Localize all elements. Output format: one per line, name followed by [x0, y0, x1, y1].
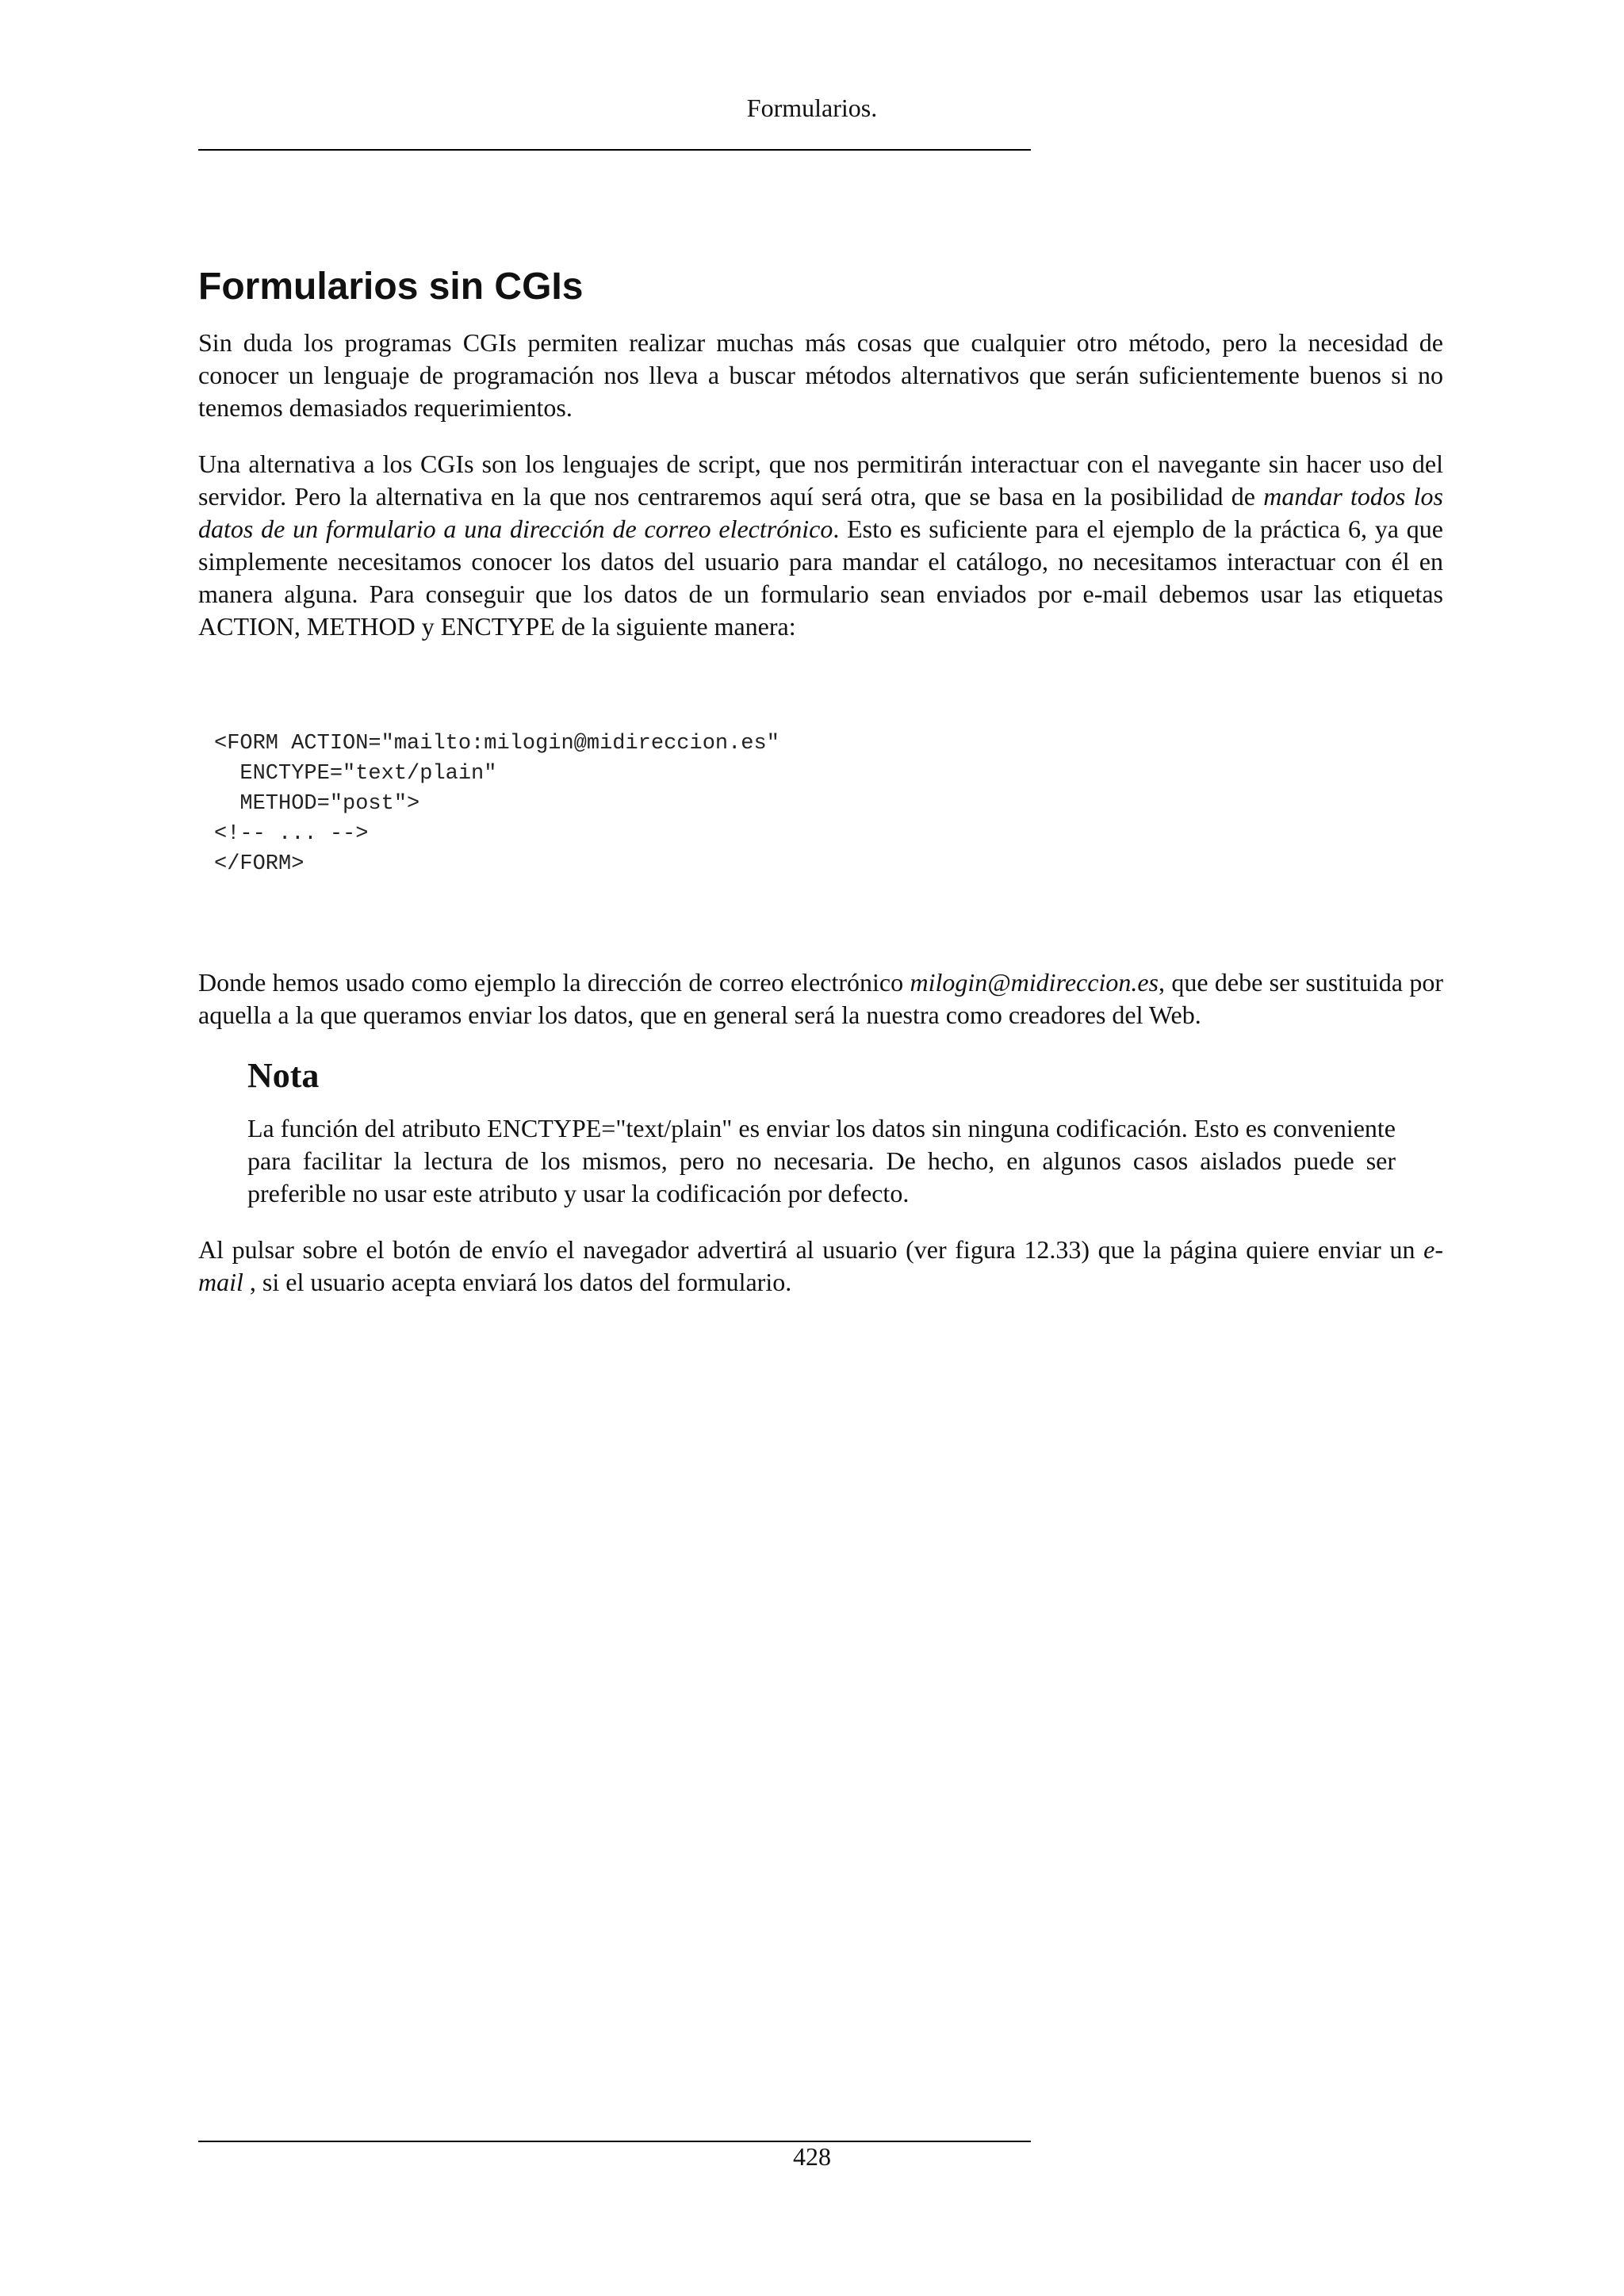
code-line: METHOD="post">: [214, 792, 420, 816]
page-number: 428: [793, 2142, 831, 2171]
note-title: Nota: [247, 1056, 320, 1095]
code-line: </FORM>: [214, 852, 304, 876]
paragraph-alternative-text-1: Una alternativa a los CGIs son los lenguajes de script, que nos permitirán interactuar con el navegante sin hacer uso del servidor. Pero la alternativa en la que nos centraremos aquí será otra, que se basa en la posibilidad de: [198, 450, 1443, 511]
code-line: ENCTYPE="text/plain": [214, 762, 497, 786]
email-address-emphasis: milogin@midireccion.es: [910, 968, 1159, 997]
note-box: [247, 1055, 1396, 1210]
paragraph-alternative-text-2: . Esto es suficiente para el ejemplo de la práctica 6, ya que simplemente necesitamos conocer los datos del usuario para mandar el catálogo, no necesitamos interactuar con él en manera alguna. Para conseguir que los datos de un formulario sean enviados por e-mail debemos usar las etiquetas ACTION, METHOD y ENCTYPE de la siguiente manera:: [198, 515, 1444, 641]
running-header: Formularios.: [746, 94, 878, 122]
code-line: <!-- ... -->: [214, 822, 369, 846]
paragraph-alternative-emphasis: mandar todos los datos de un formulario a una dirección de correo electrónico: [198, 482, 1444, 543]
paragraph-submit-text-1: Al pulsar sobre el botón de envío el navegador advertirá al usuario (ver figura 12.33) que la página quiere enviar un: [198, 1235, 1424, 1264]
section-title: Formularios sin CGIs: [198, 266, 584, 308]
paragraph-submit: [198, 1234, 1443, 1299]
note-text: La función del atributo ENCTYPE="text/plain" es enviar los datos sin ninguna codificación. Esto es conveniente para facilitar la lectura de los mismos, pero no necesaria. De hecho, en algunos casos aislados puede ser preferible no usar este atributo y usar la codificación por defecto.: [247, 1114, 1396, 1207]
code-block: [214, 729, 1443, 879]
email-emphasis: e-mail: [198, 1235, 1443, 1296]
paragraph-example-text-1: Donde hemos usado como ejemplo la dirección de correo electrónico: [198, 968, 910, 997]
paragraph-example-address: [198, 966, 1443, 1031]
paragraph-alternative: [198, 448, 1443, 643]
paragraph-submit-text-2: , si el usuario acepta enviará los datos del formulario.: [243, 1268, 792, 1296]
paragraph-intro: Sin duda los programas CGIs permiten realizar muchas más cosas que cualquier otro método, pero la necesidad de conocer un lenguaje de programación nos lleva a buscar métodos alternativos que serán suficientemente buenos si no tenemos demasiados requerimientos.: [198, 328, 1443, 422]
header-rule: [198, 149, 1031, 151]
code-line: <FORM ACTION="mailto:milogin@midireccion.es": [214, 732, 779, 756]
page-content: [198, 262, 1443, 1322]
paragraph-example-text-2: , que debe ser sustituida por aquella a la que queramos enviar los datos, que en general será la nuestra como creadores del Web.: [198, 968, 1444, 1029]
